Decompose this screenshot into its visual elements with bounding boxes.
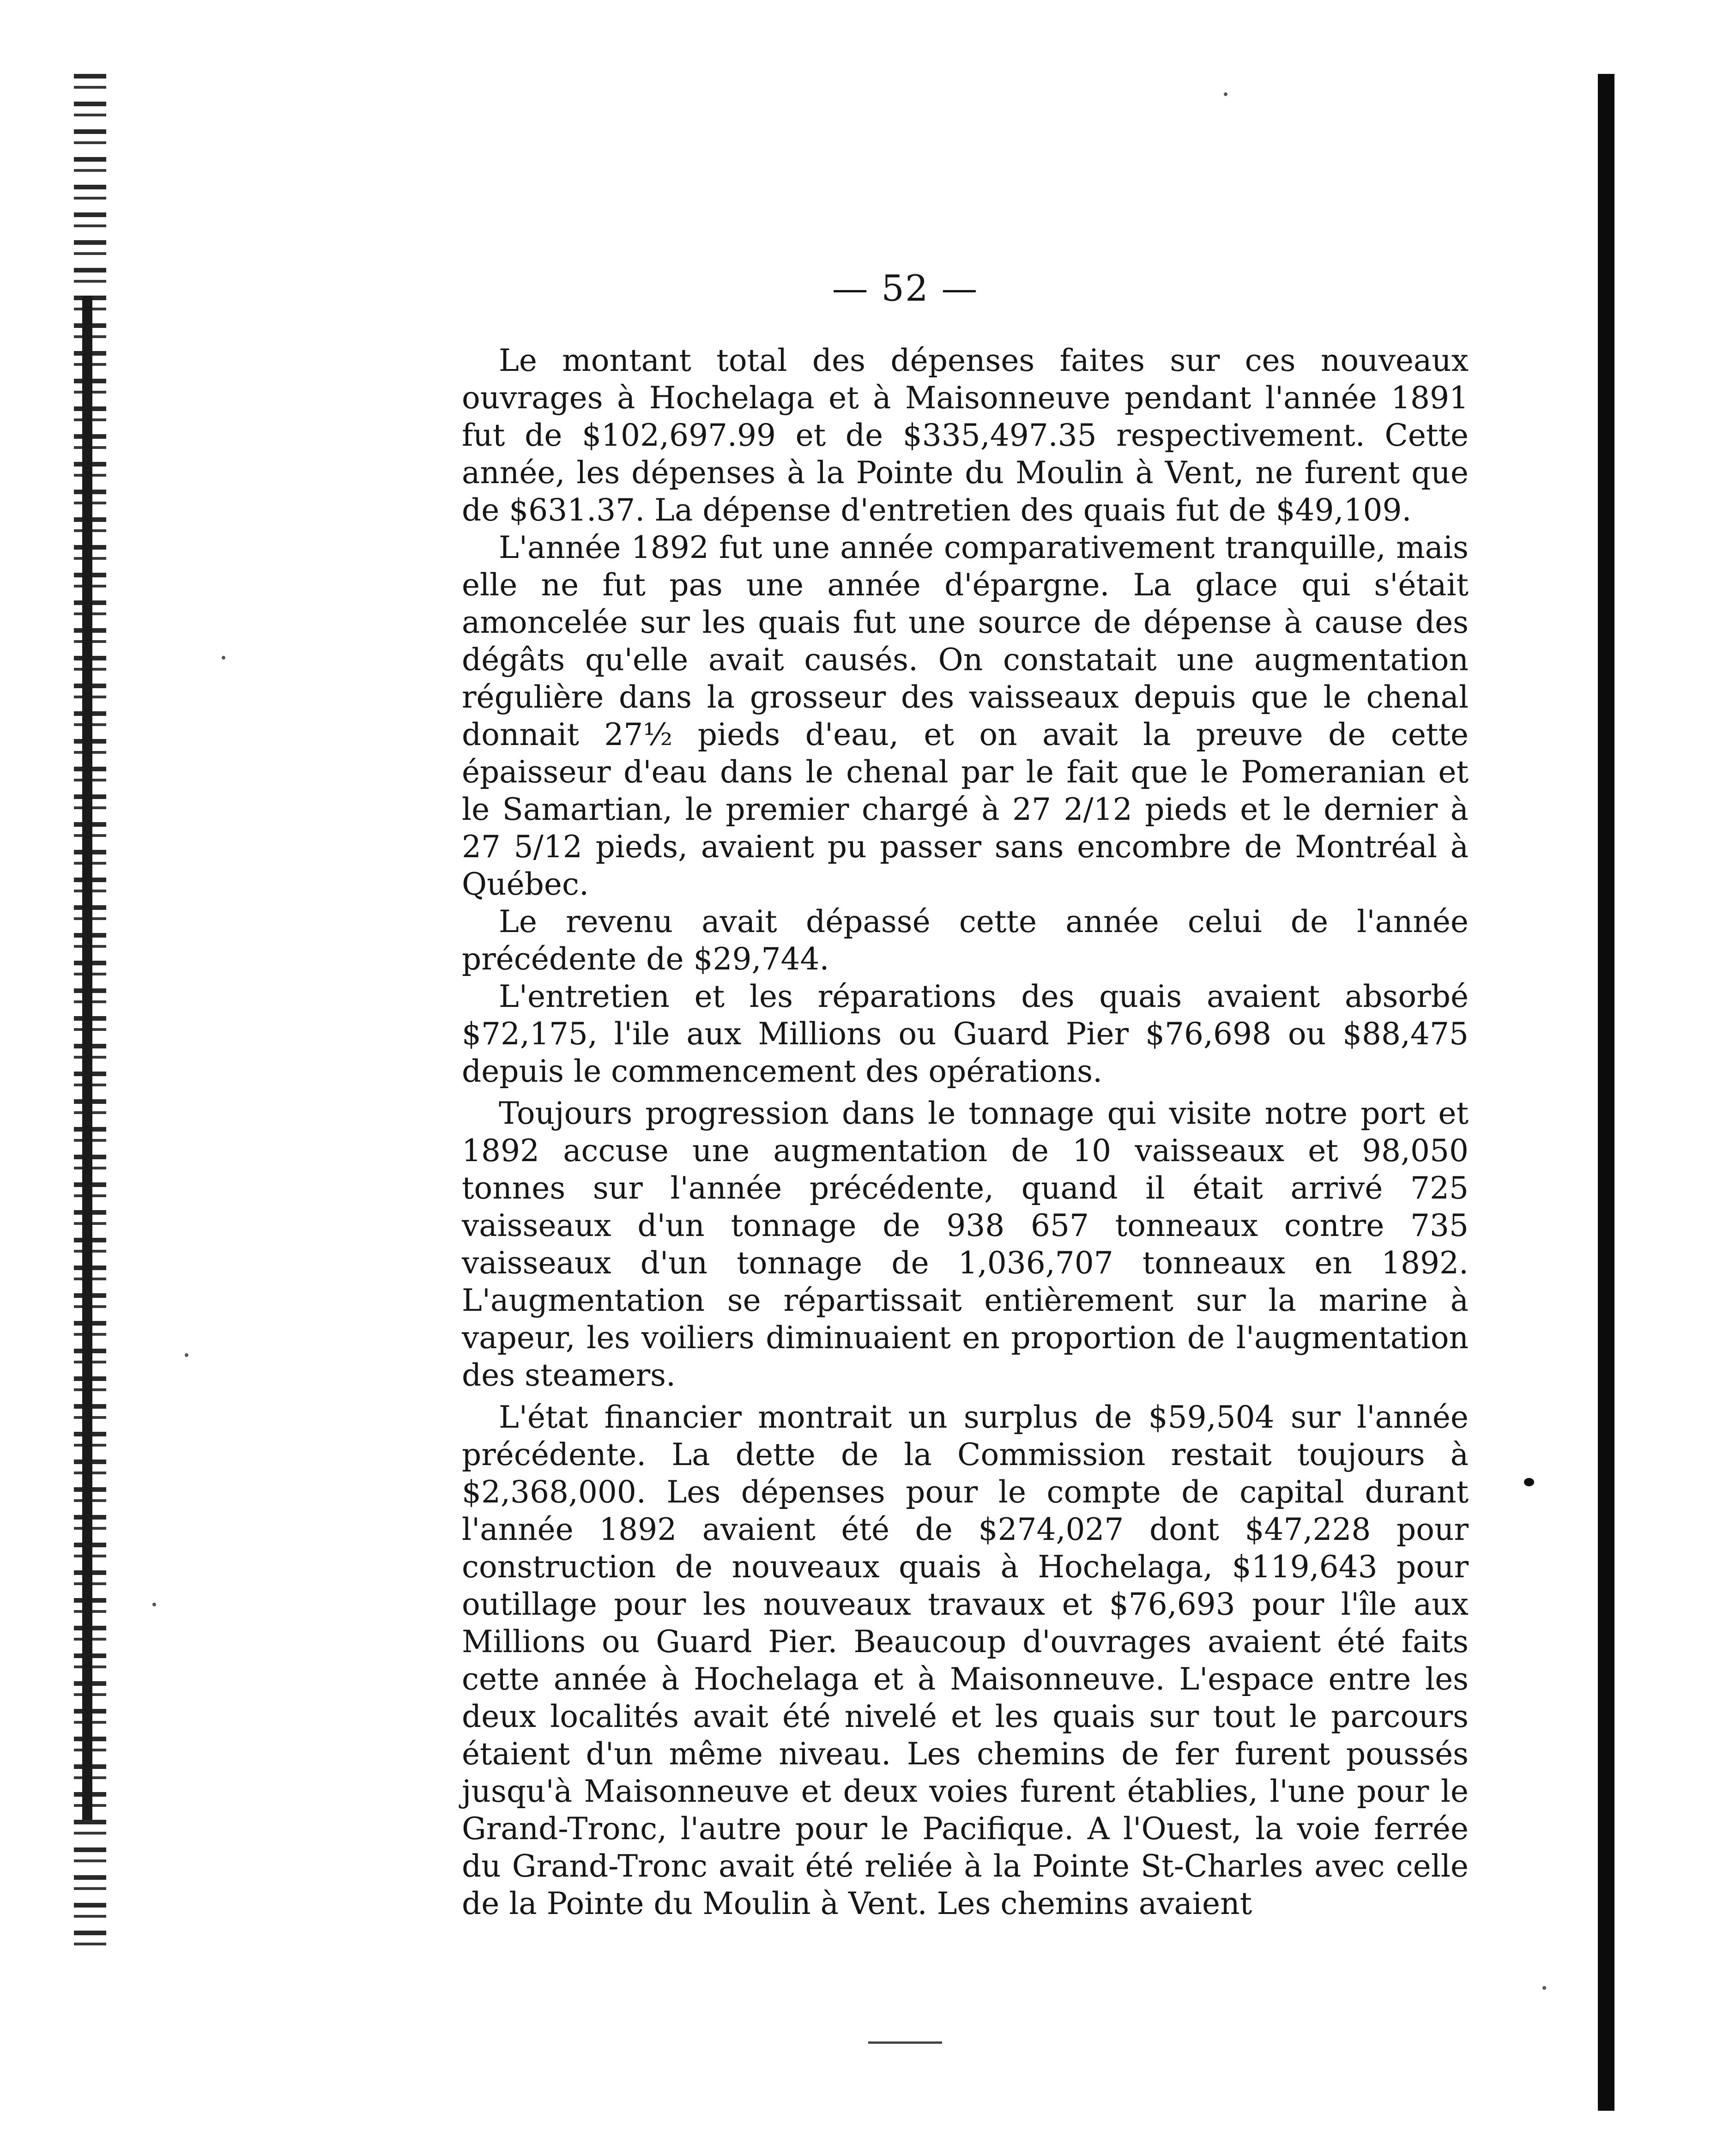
paragraph: Le montant total des dépenses faites sur ces nouveaux ouvrages à Hochelaga et à Maisonneuve pendant l'année 1891 fut de $102,697.99 et de $335,497.35 respectivement. Cette année, les dépenses à la Pointe du Moulin à Vent, ne furent que de $631.37. La dépense d'entretien des quais fut de $49,109. [462, 343, 1469, 528]
paragraph: Le revenu avait dépassé cette année celui de l'année précédente de $29,744. [462, 904, 1469, 977]
ink-speck [222, 656, 225, 660]
ink-speck [1224, 92, 1227, 96]
ink-speck [185, 1353, 188, 1357]
article-body [462, 342, 1469, 1922]
paragraph: L'état financier montrait un surplus de $59,504 sur l'année précédente. La dette de la Commission restait toujours à $2,368,000. Les dépenses pour le compte de capital durant l'année 1892 avaient été de $274,027 dont $47,228 pour construction de nouveaux quais à Hochelaga, $119,643 pour outillage pour les nouveaux travaux et $76,693 pour l'île aux Millions ou Guard Pier. Beaucoup d'ouvrages avaient été faits cette année à Hochelaga et à Maisonneuve. L'espace entre les deux localités avait été nivelé et les quais sur tout le parcours étaient d'un même niveau. Les chemins de fer furent poussés jusqu'à Maisonneuve et deux voies furent établies, l'une pour le Grand-Tronc, l'autre pour le Pacifique. A l'Ouest, la voie ferrée du Grand-Tronc avait été reliée à la Pointe St-Charles avec celle de la Pointe du Moulin à Vent. Les chemins avaient [462, 1399, 1469, 1921]
scan-right-edge [1598, 74, 1614, 2111]
paragraph: Toujours progression dans le tonnage qui visite notre port et 1892 accuse une augmentation de 10 vaisseaux et 98,050 tonnes sur l'année précédente, quand il était arrivé 725 vaisseaux d'un tonnage de 938 657 tonneaux contre 735 vaisseaux d'un tonnage de 1,036,707 tonneaux en 1892. L'augmentation se répartissait entièrement sur la marine à vapeur, les voiliers diminuaient en proportion de l'augmentation des steamers. [462, 1096, 1469, 1393]
paragraph: L'année 1892 fut une année comparativement tranquille, mais elle ne fut pas une année d'épargne. La glace qui s'était amoncelée sur les quais fut une source de dépense à cause des dégâts qu'elle avait causés. On constatait une augmentation régulière dans la grosseur des vaisseaux depuis que le chenal donnait 27½ pieds d'eau, et on avait la preuve de cette épaisseur d'eau dans le chenal par le fait que le Pomeranian et le Samartian, le premier chargé à 27 2/12 pieds et le dernier à 27 5/12 pieds, avaient pu passer sans encombre de Montréal à Québec. [462, 530, 1469, 902]
bottom-rule [868, 2041, 942, 2044]
ink-speck [1542, 1986, 1546, 1990]
ink-speck [152, 1603, 156, 1606]
paragraph: L'entretien et les réparations des quais avaient absorbé $72,175, l'ile aux Millions ou Guard Pier $76,698 ou $88,475 depuis le commencement des opérations. [462, 979, 1469, 1089]
page-number: — 52 — [832, 268, 979, 309]
scan-left-binding [82, 296, 92, 1820]
ink-speck [1524, 1478, 1534, 1486]
